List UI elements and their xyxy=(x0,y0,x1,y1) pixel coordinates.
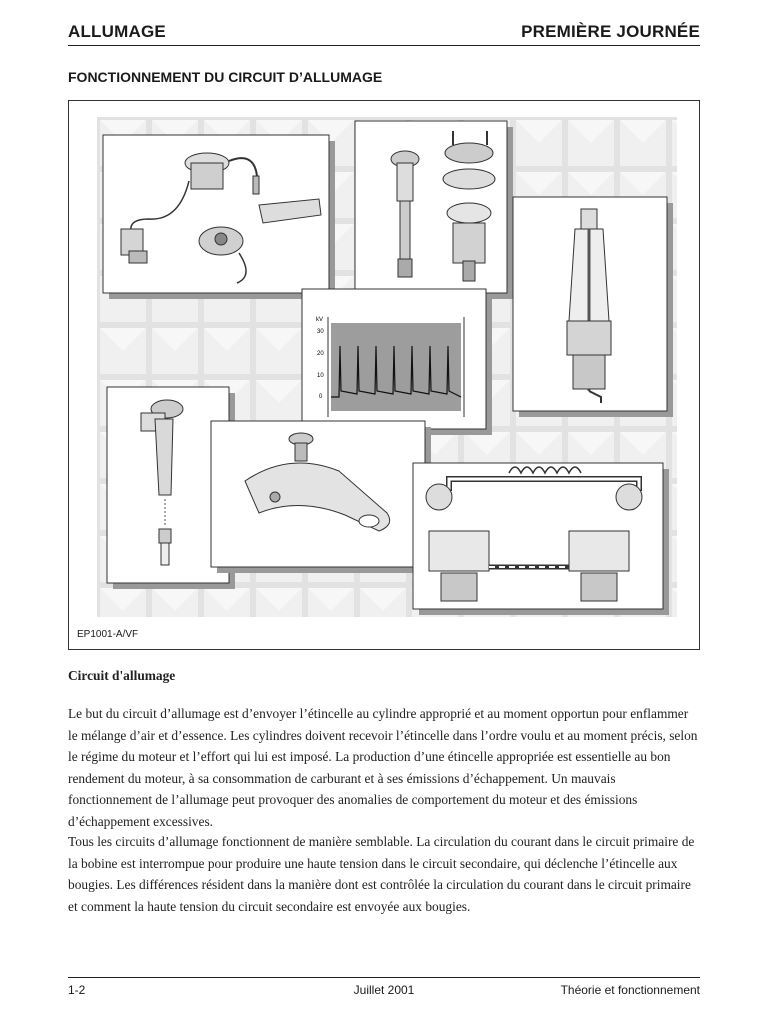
section-title: FONCTIONNEMENT DU CIRCUIT D’ALLUMAGE xyxy=(68,69,383,85)
paragraph-2: Tous les circuits d’allumage fonctionnent de manière semblable. La circulation du courant dans le circuit primaire de la bobine est interrompue pour produire une haute tension dans le circuit secondaire, qui déclenche l’étincelle aux bougies. Les différences résident dans la manière dont est contrôlée la circulation du courant dans le circuit primaire et comment la haute tension du circuit secondaire est envoyée aux bougies. xyxy=(68,834,695,914)
header-divider xyxy=(68,45,700,46)
page-number: 1-2 xyxy=(68,983,86,997)
figure-code: EP1001-A/VF xyxy=(77,629,139,640)
footer-section: Théorie et fonctionnement xyxy=(560,983,700,997)
scope-tick-30: 30 xyxy=(317,329,324,335)
illustration-collage xyxy=(69,101,699,649)
panel-distributor-exploded xyxy=(355,121,513,299)
panel-wasted-spark xyxy=(413,463,669,615)
ignition-illustration xyxy=(68,100,700,650)
scope-tick-20: 20 xyxy=(317,351,324,357)
header-day: PREMIÈRE JOURNÉE xyxy=(521,22,700,41)
panel-spark-plug xyxy=(513,197,673,417)
subheading: Circuit d'allumage xyxy=(68,668,176,683)
panel-scope-trace xyxy=(302,289,492,435)
scope-unit-label: kV xyxy=(316,317,324,323)
paragraph-1: Le but du circuit d’allumage est d’envoyer l’étincelle au cylindre approprié et au moment opportun pour enflammer le mélange d’air et d’essence. Les cylindres doivent recevoir l’étincelle dans l’ordre voulu et au moment précis, selon le régime du moteur et l’effort qui lui est imposé. La production d’une étincelle appropriée est essentielle au bon rendement du moteur, à sa consommation de carburant et à ses émissions d’échappement. Un mauvais fonctionnement de l’allumage peut provoquer des anomalies de comportement du moteur et des émissions d’échappement excessives. xyxy=(68,706,698,829)
header-chapter: ALLUMAGE xyxy=(68,22,166,41)
footer-date: Juillet 2001 xyxy=(353,983,415,997)
scope-tick-10: 10 xyxy=(317,373,324,379)
panel-distributor-system xyxy=(103,135,335,299)
footer-divider xyxy=(68,977,700,978)
panel-contact-breaker xyxy=(211,421,431,573)
scope-tick-0: 0 xyxy=(319,394,323,400)
